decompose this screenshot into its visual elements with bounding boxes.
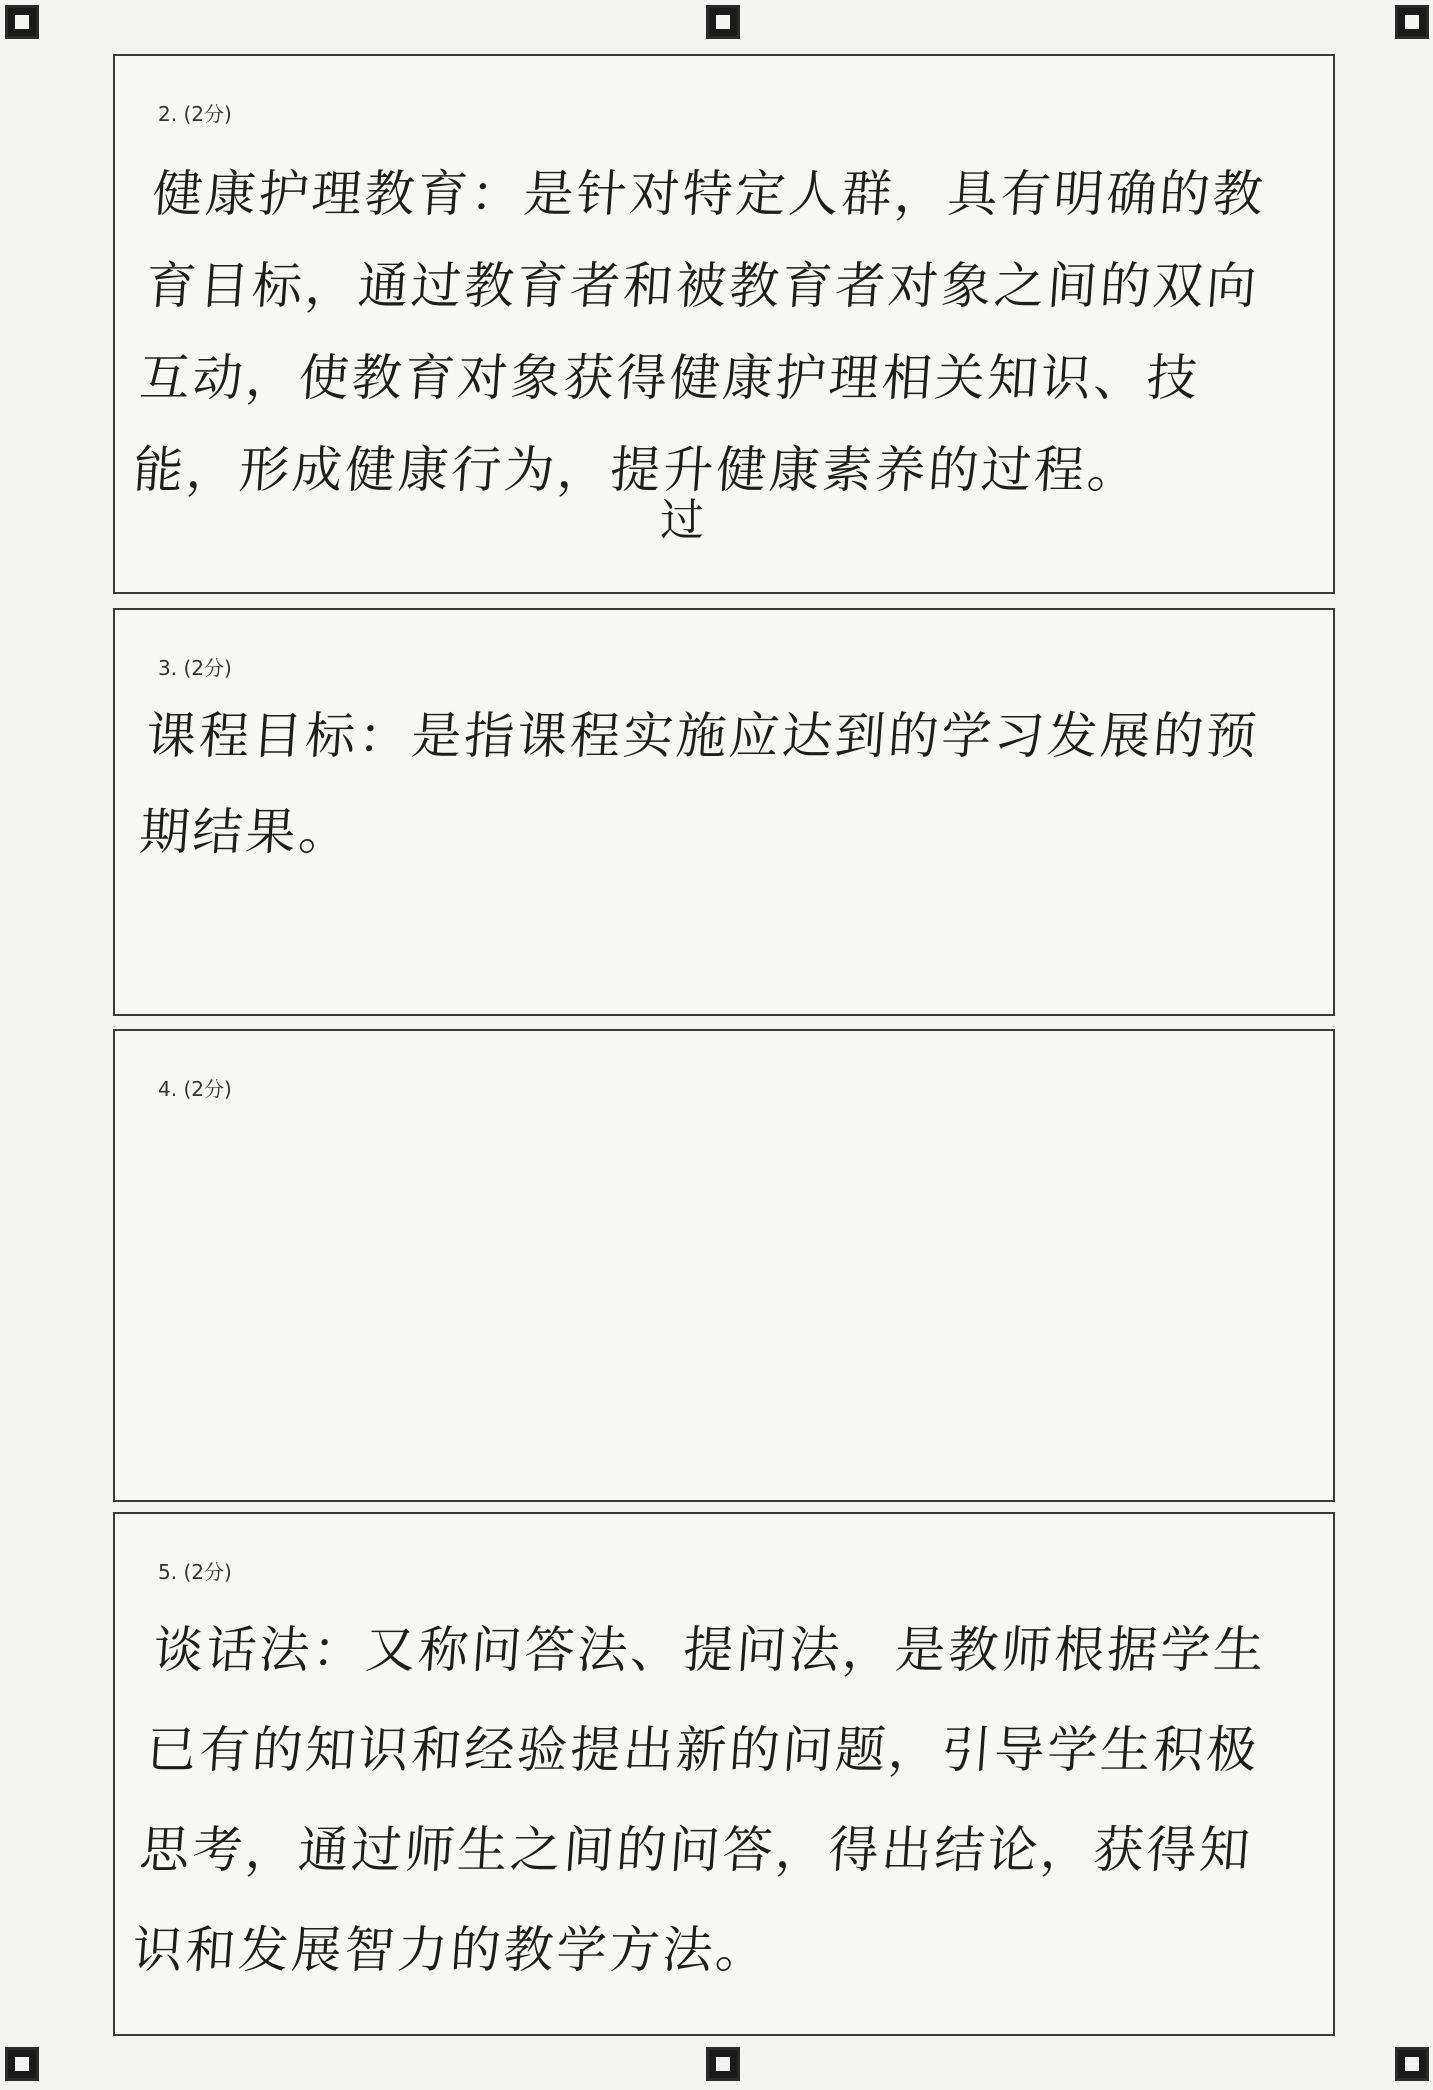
handwritten-answer: 健康护理教育：是针对特定人群，具有明确的教育目标，通过教育者和被教育者对象之间的双向互动，使教育对象获得健康护理相关知识、技能，形成健康行为，提升健康素养的过程。 [131, 165, 1268, 499]
question-number: 5. (2分) [158, 1560, 232, 1584]
handwritten-answer: 课程目标：是指课程实施应达到的学习发展的预期结果。 [137, 707, 1262, 861]
registration-marker-top-center [706, 5, 740, 39]
question-number: 3. (2分) [158, 656, 232, 680]
handwritten-answer: 谈话法：又称问答法、提问法，是教师根据学生已有的知识和经验提出新的问题，引导学生积极思考，通过师生之间的问答，得出结论，获得知识和发展智力的教学方法。 [130, 1621, 1269, 1979]
registration-marker-bottom-right [1395, 2047, 1429, 2081]
question-number: 2. (2分) [158, 102, 232, 126]
question-number: 4. (2分) [158, 1077, 232, 1101]
registration-marker-bottom-left [5, 2047, 39, 2081]
registration-marker-top-right [1395, 5, 1429, 39]
handwritten-correction: 过 [660, 495, 704, 546]
registration-marker-bottom-center [706, 2047, 740, 2081]
registration-marker-top-left [5, 5, 39, 39]
answer-box-q4 [113, 1029, 1335, 1502]
answer-box-q5 [113, 1512, 1335, 2036]
answer-box-q2 [113, 54, 1335, 594]
answer-box-q3 [113, 608, 1335, 1016]
